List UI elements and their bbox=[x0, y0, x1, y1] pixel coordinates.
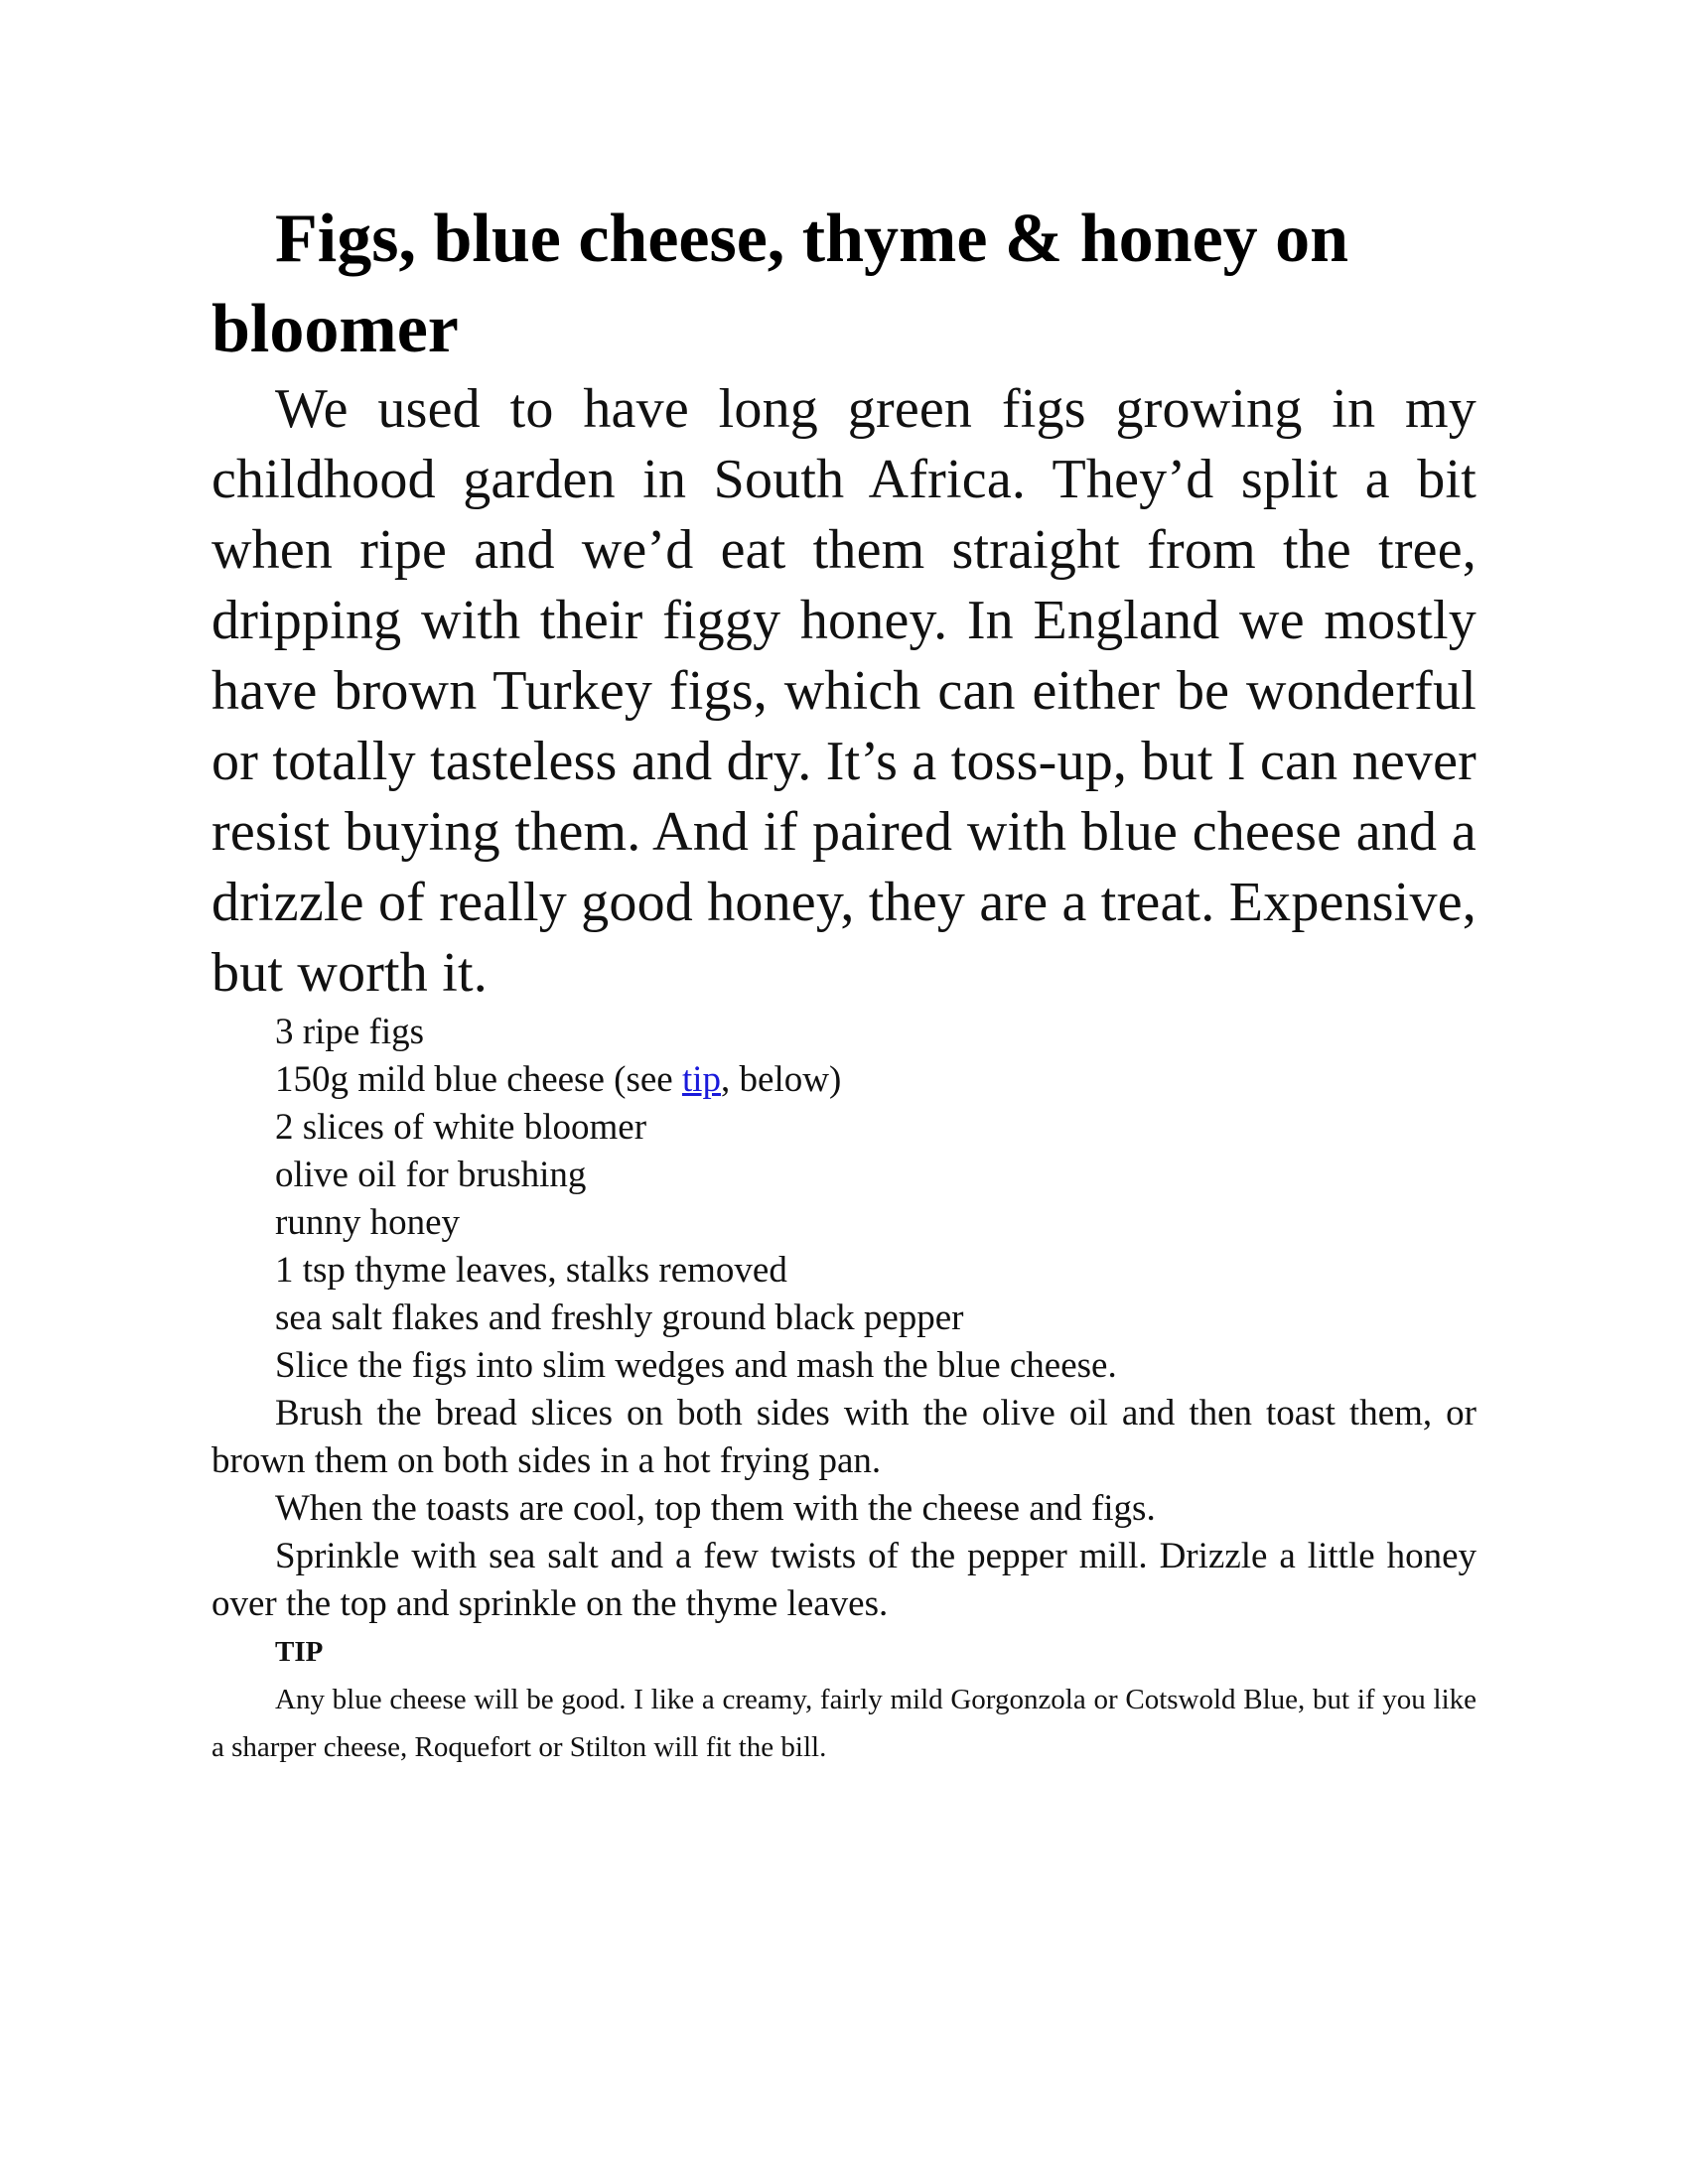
ingredient-list bbox=[211, 1009, 1477, 1342]
ingredient-item: 3 ripe figs bbox=[275, 1012, 425, 1052]
ingredient-item: 1 tsp thyme leaves, stalks removed bbox=[275, 1250, 787, 1291]
method-steps bbox=[211, 1342, 1477, 1628]
ingredient-item: olive oil for brushing bbox=[275, 1155, 587, 1195]
tip-link[interactable]: tip bbox=[681, 1059, 722, 1100]
method-step: Sprinkle with sea salt and a few twists of the pepper mill. Drizzle a little honey over the top and sprinkle on the thyme leaves. bbox=[211, 1536, 1477, 1624]
ingredient-item bbox=[211, 1056, 1477, 1104]
ingredient-item: 2 slices of white bloomer bbox=[275, 1107, 647, 1148]
ingredient-text: , below) bbox=[721, 1059, 842, 1100]
tip-heading: TIP bbox=[275, 1636, 324, 1668]
recipe-title: Figs, blue cheese, thyme & honey on bloomer bbox=[211, 201, 1349, 367]
method-step: Brush the bread slices on both sides with the olive oil and then toast them, or brown them on both sides in a hot frying pan. bbox=[211, 1393, 1477, 1481]
recipe-page bbox=[211, 194, 1477, 1771]
ingredient-item: sea salt flakes and freshly ground black pepper bbox=[275, 1297, 964, 1338]
tip-text: Any blue cheese will be good. I like a creamy, fairly mild Gorgonzola or Cotswold Blue, but if you like a sharper cheese, Roquefort or Stilton will fit the bill. bbox=[211, 1684, 1477, 1763]
recipe-intro: We used to have long green figs growing in my childhood garden in South Africa. They’d split a bit when ripe and we’d eat them straight from the tree, dripping with their figgy honey. In England we mostly have brown Turkey figs, which can either be wonderful or totally tasteless and dry. It’s a toss-up, but I can never resist buying them. And if paired with blue cheese and a drizzle of really good honey, they are a treat. Expensive, but worth it. bbox=[211, 378, 1477, 1004]
ingredient-text: 150g mild blue cheese (see bbox=[275, 1059, 682, 1100]
method-step: Slice the figs into slim wedges and mash the blue cheese. bbox=[275, 1345, 1117, 1386]
ingredient-item: runny honey bbox=[275, 1202, 460, 1243]
method-step: When the toasts are cool, top them with the cheese and figs. bbox=[275, 1488, 1156, 1529]
